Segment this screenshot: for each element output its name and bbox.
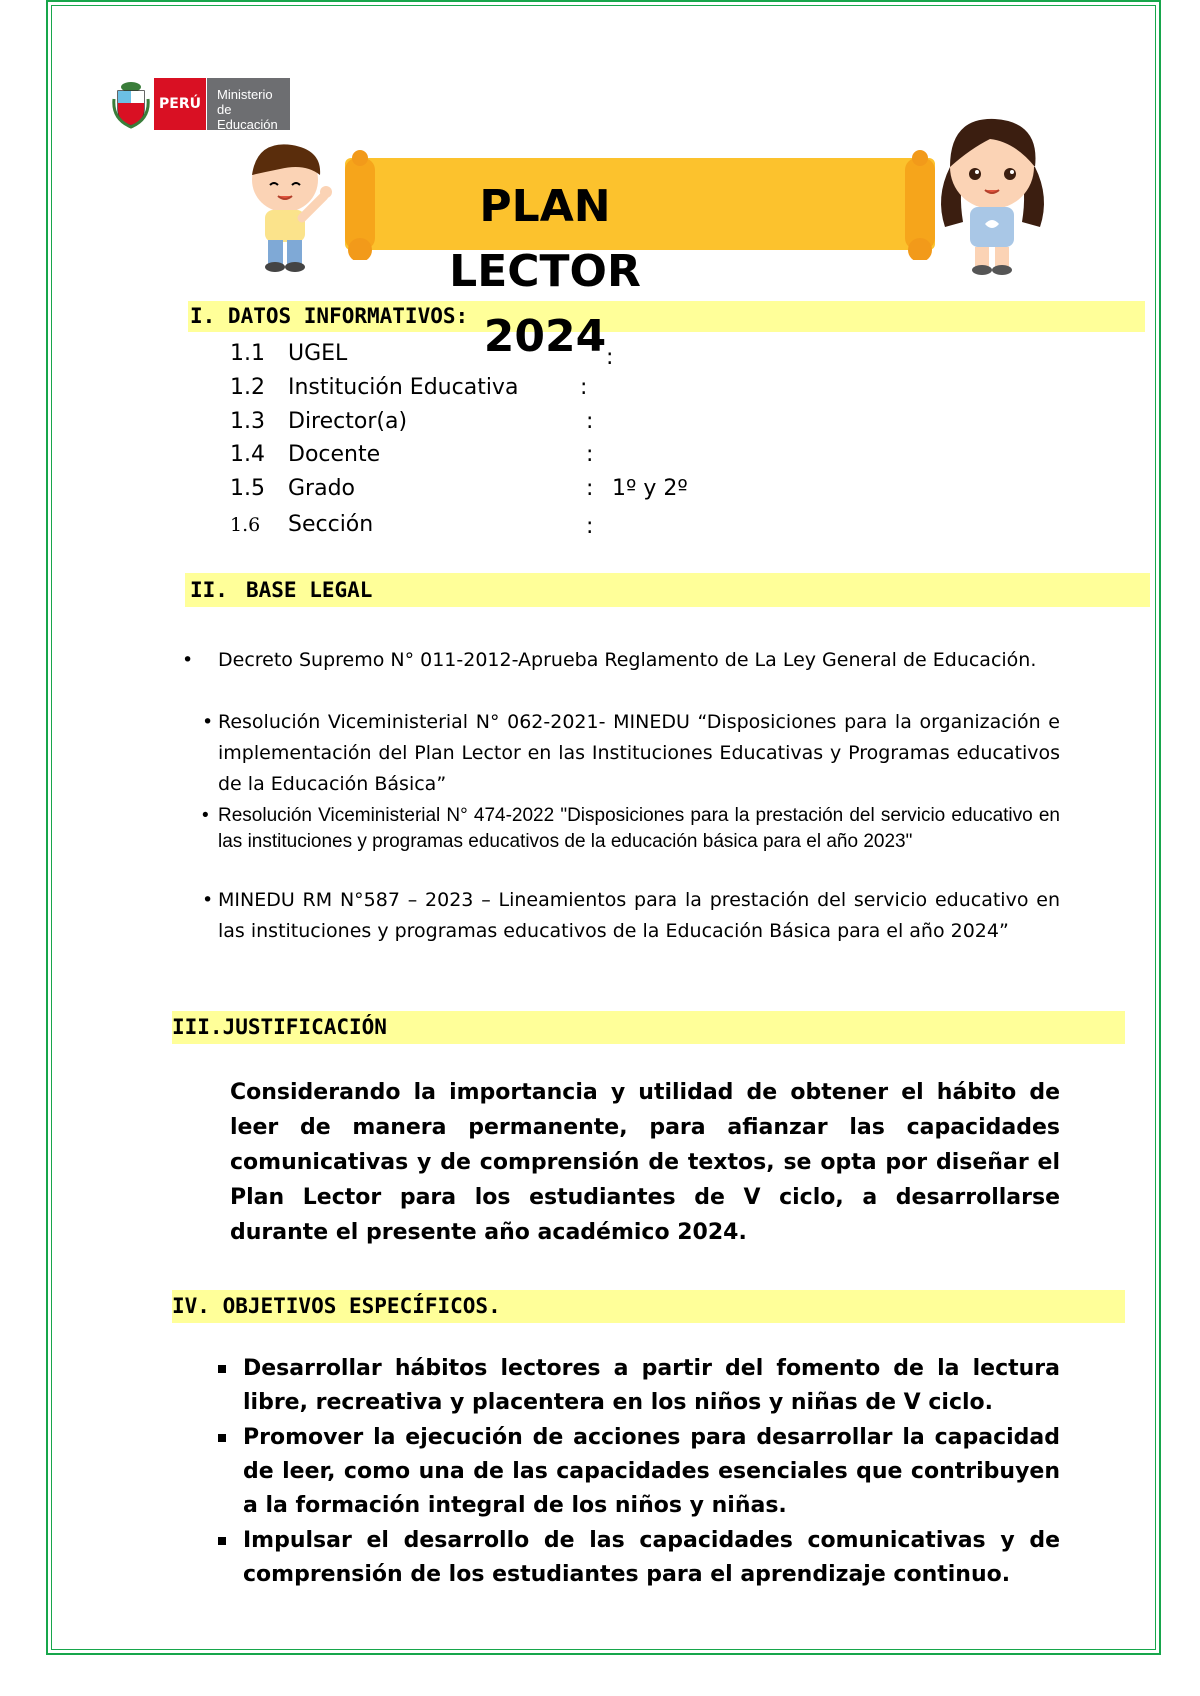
dato-number: 1.1 (230, 341, 265, 366)
section-2-title: BASE LEGAL (246, 578, 373, 602)
section-2-number: II. (190, 578, 228, 602)
title-line-1: PLAN (479, 181, 611, 232)
logo-peru-label: PERÚ (154, 78, 206, 130)
section-4-title: IV. OBJETIVOS ESPECÍFICOS. (172, 1294, 501, 1318)
square-bullet-icon (218, 1365, 226, 1373)
dato-label: Institución Educativa (288, 375, 519, 400)
dato-number: 1.6 (230, 514, 261, 536)
section-3-title: III.JUSTIFICACIÓN (172, 1015, 387, 1039)
dato-grado-value: 1º y 2º (612, 476, 688, 501)
square-bullet-icon (218, 1537, 226, 1545)
base-legal-text: Resolución Viceministerial N° 474-2022 "Disposiciones para la prestación del servicio educativo en las instituciones y programas educativos de la educación básica para el año 2023" (218, 805, 1060, 852)
dato-colon: : (580, 375, 588, 400)
dato-label: Sección (288, 512, 374, 537)
dato-number: 1.4 (230, 442, 265, 467)
base-legal-text: Resolución Viceministerial N° 062-2021- MINEDU “Disposiciones para la organización e implementación del Plan Lector en las Instituciones Educativas y Programas educativos de la Educación Básica” (218, 711, 1060, 795)
dato-colon: : (586, 442, 594, 467)
objetivo-item (243, 1352, 1060, 1420)
base-legal-item (202, 803, 1060, 855)
justificacion-paragraph: Considerando la importancia y utilidad de obtener el hábito de leer de manera permanente, para afianzar las capacidades comunicativas y de comprensión de textos, se opta por diseñar el Plan Lector para los estudiantes de V ciclo, a desarrollarse durante el presente año académico 2024. (230, 1080, 1060, 1245)
plan-lector-title (420, 174, 670, 369)
bullet-icon: • (202, 805, 209, 826)
dato-colon: : (586, 409, 594, 434)
dato-label: Director(a) (288, 409, 408, 434)
dato-colon: : (586, 514, 594, 539)
objetivo-text: Desarrollar hábitos lectores a partir del fomento de la lectura libre, recreativa y placentera en los niños y niñas de V ciclo. (243, 1356, 1060, 1415)
dato-number: 1.2 (230, 375, 265, 400)
base-legal-item (202, 885, 1060, 947)
bullet-icon: • (182, 649, 194, 671)
base-legal-text: MINEDU RM N°587 – 2023 – Lineamientos para la prestación del servicio educativo en las instituciones y programas educativos de la Educación Básica para el año 2024” (218, 889, 1060, 942)
dato-label: UGEL (288, 341, 348, 366)
logo-ministry-line2: de Educación (217, 102, 278, 132)
dato-label: Docente (288, 442, 381, 467)
dato-number: 1.3 (230, 409, 265, 434)
bullet-icon: • (202, 889, 214, 911)
title-line-3: 2024 (483, 311, 607, 362)
square-bullet-icon (218, 1434, 226, 1442)
title-line-2: LECTOR (449, 246, 641, 297)
base-legal-item (202, 707, 1060, 800)
girl-illustration (935, 112, 1050, 277)
objetivo-text: Promover la ejecución de acciones para desarrollar la capacidad de leer, como una de las capacidades esenciales que contribuyen a la formación integral de los niños y niñas. (243, 1425, 1060, 1518)
minedu-logo (112, 78, 290, 130)
logo-ministry-line1: Ministerio (217, 87, 273, 102)
boy-illustration (240, 140, 345, 275)
base-legal-item (182, 645, 1060, 676)
section-1-title: I. DATOS INFORMATIVOS: (190, 304, 469, 328)
peru-coat-of-arms-icon (112, 79, 150, 129)
bullet-icon: • (202, 711, 214, 733)
dato-label: Grado (288, 476, 355, 501)
objetivo-text: Impulsar el desarrollo de las capacidades comunicativas y de comprensión de los estudiantes para el aprendizaje continuo. (243, 1528, 1060, 1587)
logo-ministry-label (206, 78, 290, 130)
objetivo-item (243, 1421, 1060, 1523)
objetivo-item (243, 1524, 1060, 1592)
dato-colon: : (606, 345, 614, 370)
dato-colon: : (586, 476, 594, 501)
dato-number: 1.5 (230, 476, 265, 501)
base-legal-text: Decreto Supremo N° 011-2012-Aprueba Reglamento de La Ley General de Educación. (218, 649, 1037, 671)
